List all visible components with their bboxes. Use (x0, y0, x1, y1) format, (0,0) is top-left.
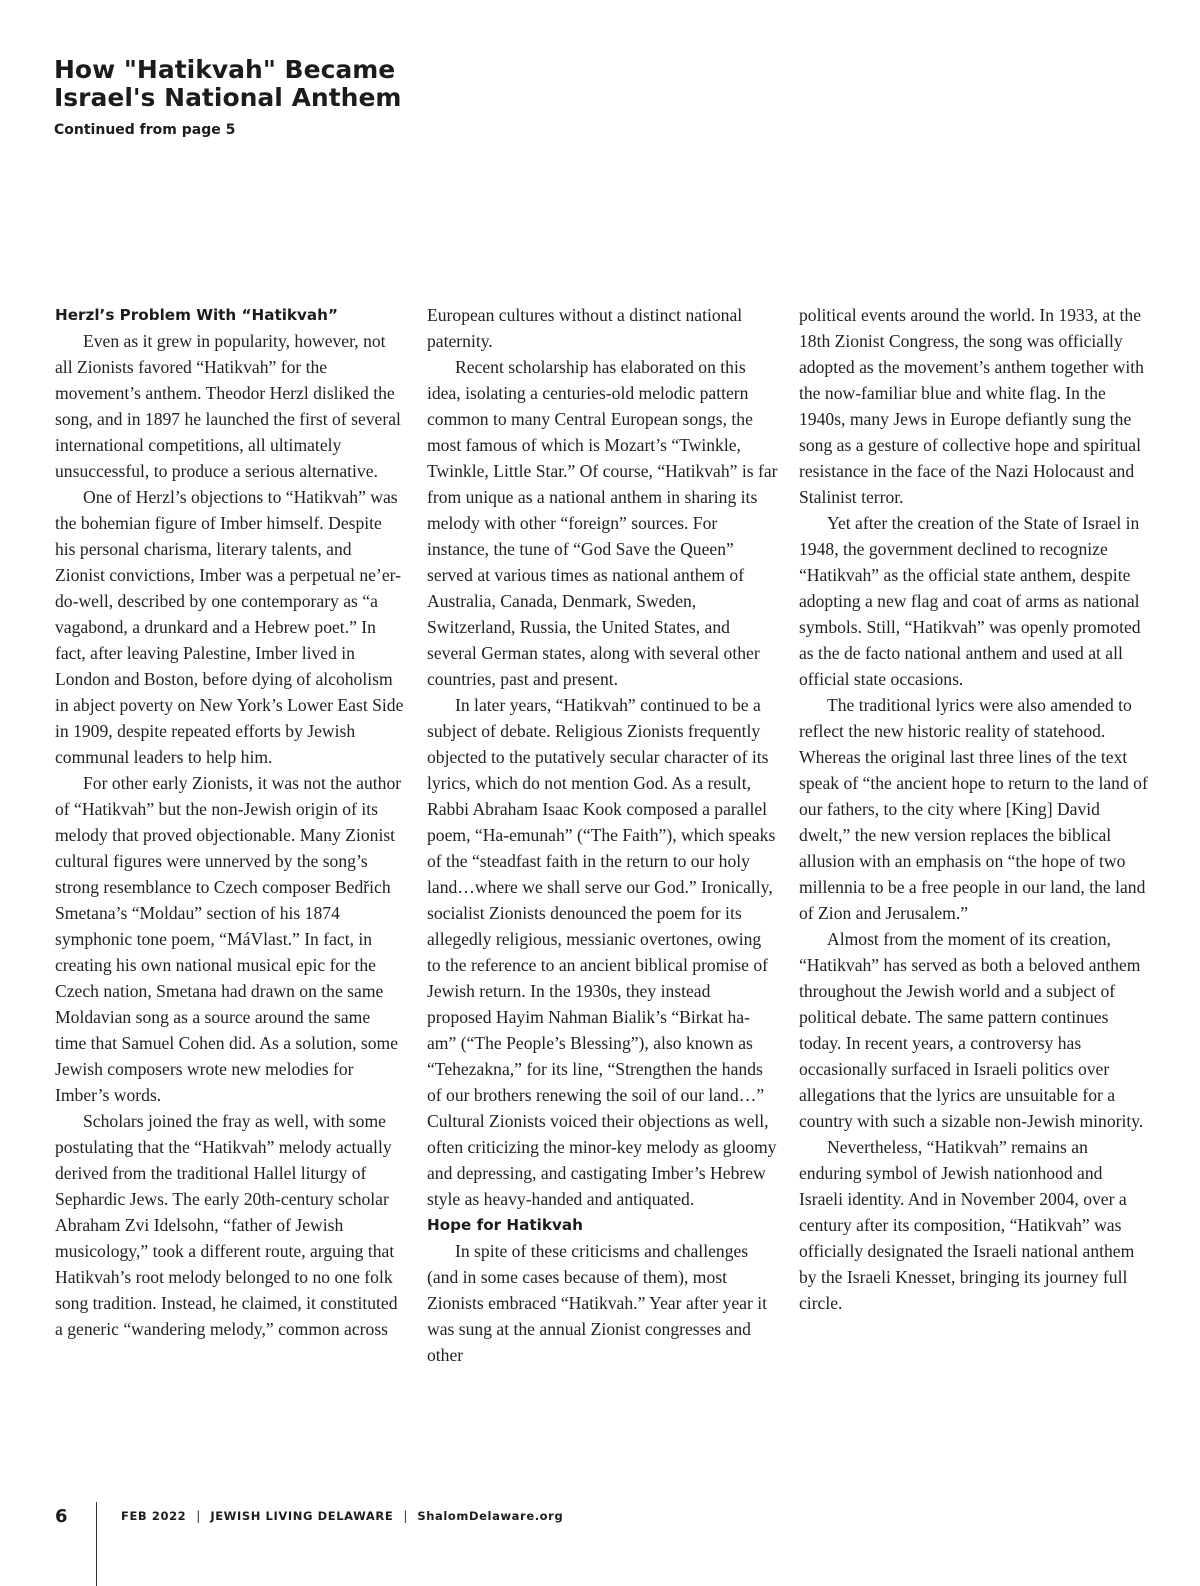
paragraph: Nevertheless, “Hatikvah” remains an enduring symbol of Jewish nationhood and Israeli identity. And in November 2004, over a century after its composition, “Hatikvah” was officially designated the Israeli national anthem by the Israeli Knesset, bringing its journey full circle. (799, 1137, 1135, 1313)
website-link[interactable]: ShalomDelaware.org (417, 1509, 564, 1523)
paragraph: European cultures without a distinct national paternity. (427, 305, 743, 351)
paragraph: One of Herzl’s objections to “Hatikvah” was the bohemian figure of Imber himself. Despite his personal charisma, literary talents, and Zionist convictions, Imber was a perpetual ne’er-do-well, described by one contemporary as “a vagabond, a drunkard and a Hebrew poet.” In fact, after leaving Palestine, Imber lived in London and Boston, before dying of alcoholism in abject poverty on New York’s Lower East Side in 1909, despite repeated efforts by Jewish communal leaders to help him. (55, 487, 404, 767)
publication-name: JEWISH LIVING DELAWARE (210, 1509, 394, 1523)
footer-separator: | (403, 1509, 408, 1523)
paragraph: Yet after the creation of the State of Israel in 1948, the government declined to recognize “Hatikvah” as the official state anthem, despite adopting a new flag and coat of arms as national symbols. Still, “Hatikvah” was openly promoted as the de facto national anthem and used at all official state occasions. (799, 513, 1141, 689)
paragraph: political events around the world. In 1933, at the 18th Zionist Congress, the song was officially adopted as the movement’s anthem together with the now-familiar blue and white flag. In the 1940s, many Jews in Europe defiantly sung the song as a gesture of collective hope and spiritual resistance in the face of the Nazi Holocaust and Stalinist terror. (799, 305, 1144, 507)
continued-note: Continued from page 5 (54, 122, 236, 138)
footer-info (121, 1502, 563, 1530)
paragraph: In spite of these criticisms and challenges (and in some cases because of them), most Zionists embraced “Hatikvah.” Year after year it was sung at the annual Zionist congresses and other (427, 1241, 768, 1365)
paragraph: Scholars joined the fray as well, with some postulating that the “Hatikvah” melody actually derived from the traditional Hallel liturgy of Sephardic Jews. The early 20th-century scholar Abraham Zvi Idelsohn, “father of Jewish musicology,” took a different route, arguing that Hatikvah’s root melody belonged to no one folk song tradition. Instead, he claimed, it constituted a generic “wandering melody,” common across (55, 1111, 398, 1339)
paragraph: The traditional lyrics were also amended to reflect the new historic reality of statehood. Whereas the original last three lines of the text speak of “the ancient hope to return to the land of our fathers, to the city where [King] David dwelt,” the new version replaces the biblical allusion with an emphasis on “the hope of two millennia to be a free people in our land, the land of Zion and Jerusalem.” (799, 695, 1148, 923)
paragraph: Almost from the moment of its creation, “Hatikvah” has served as both a beloved anthem throughout the Jewish world and a subject of political debate. The same pattern continues today. In recent years, a controversy has occasionally surfaced in Israeli politics over allegations that the lyrics are unsuitable for a country with such a sizable non-Jewish minority. (799, 929, 1144, 1131)
paragraph: For other early Zionists, it was not the author of “Hatikvah” but the non-Jewish origin of its melody that proved objectionable. Many Zionist cultural figures were unnerved by the song’s strong resemblance to Czech composer Bedřich Smetana’s “Moldau” section of his 1874 symphonic tone poem, “MáVlast.” In fact, in creating his own national musical epic for the Czech nation, Smetana had drawn on the same Moldavian song as a source around the same time that Samuel Cohen did. As a solution, some Jewish composers wrote new melodies for Imber’s words. (55, 773, 402, 1105)
paragraph: Even as it grew in popularity, however, not all Zionists favored “Hatikvah” for the movement’s anthem. Theodor Herzl disliked the song, and in 1897 he launched the first of several international competitions, all ultimately unsuccessful, to produce a serious alternative. (55, 331, 401, 481)
page-footer (55, 1500, 97, 1532)
footer-separator: | (196, 1509, 201, 1523)
column-1 (55, 302, 405, 1342)
section-heading: Herzl’s Problem With “Hatikvah” (55, 306, 338, 324)
paragraph: Recent scholarship has elaborated on this idea, isolating a centuries-old melodic pattern common to many Central European songs, the most famous of which is Mozart’s “Twinkle, Twinkle, Little Star.” Of course, “Hatikvah” is far from unique as a national anthem in sharing its melody with other “foreign” sources. For instance, the tune of “God Save the Queen” served at various times as national anthem of Australia, Canada, Denmark, Sweden, Switzerland, Russia, the United States, and several German states, along with several other countries, past and present. (427, 357, 778, 689)
section-heading: Hope for Hatikvah (427, 1216, 583, 1234)
issue-date: FEB 2022 (121, 1509, 187, 1523)
page-number: 6 (55, 1505, 68, 1527)
paragraph: In later years, “Hatikvah” continued to be a subject of debate. Religious Zionists frequently objected to the putatively secular character of its lyrics, which do not mention God. As a result, Rabbi Abraham Isaac Kook composed a parallel poem, “Ha-emunah” (“The Faith”), which speaks of the “steadfast faith in the return to our holy land…where we shall serve our God.” Ironically, socialist Zionists denounced the poem for its allegedly religious, messianic overtones, owing to the reference to an ancient biblical promise of Jewish return. In the 1930s, they instead proposed Hayim Nahman Bialik’s “Birkat ha-am” (“The People’s Blessing”), also known as “Tehezakna,” for its line, “Strengthen the hands of our brothers renewing the soil of our land…” Cultural Zionists voiced their objections as well, often criticizing the minor-key melody as gloomy and depressing, and castigating Imber’s Hebrew style as heavy-handed and antiquated. (427, 695, 777, 1209)
footer-divider (96, 1502, 97, 1586)
column-3 (799, 302, 1149, 1316)
column-2 (427, 302, 779, 1368)
article-title: How "Hatikvah" Became Israel's National Anthem (54, 55, 402, 112)
